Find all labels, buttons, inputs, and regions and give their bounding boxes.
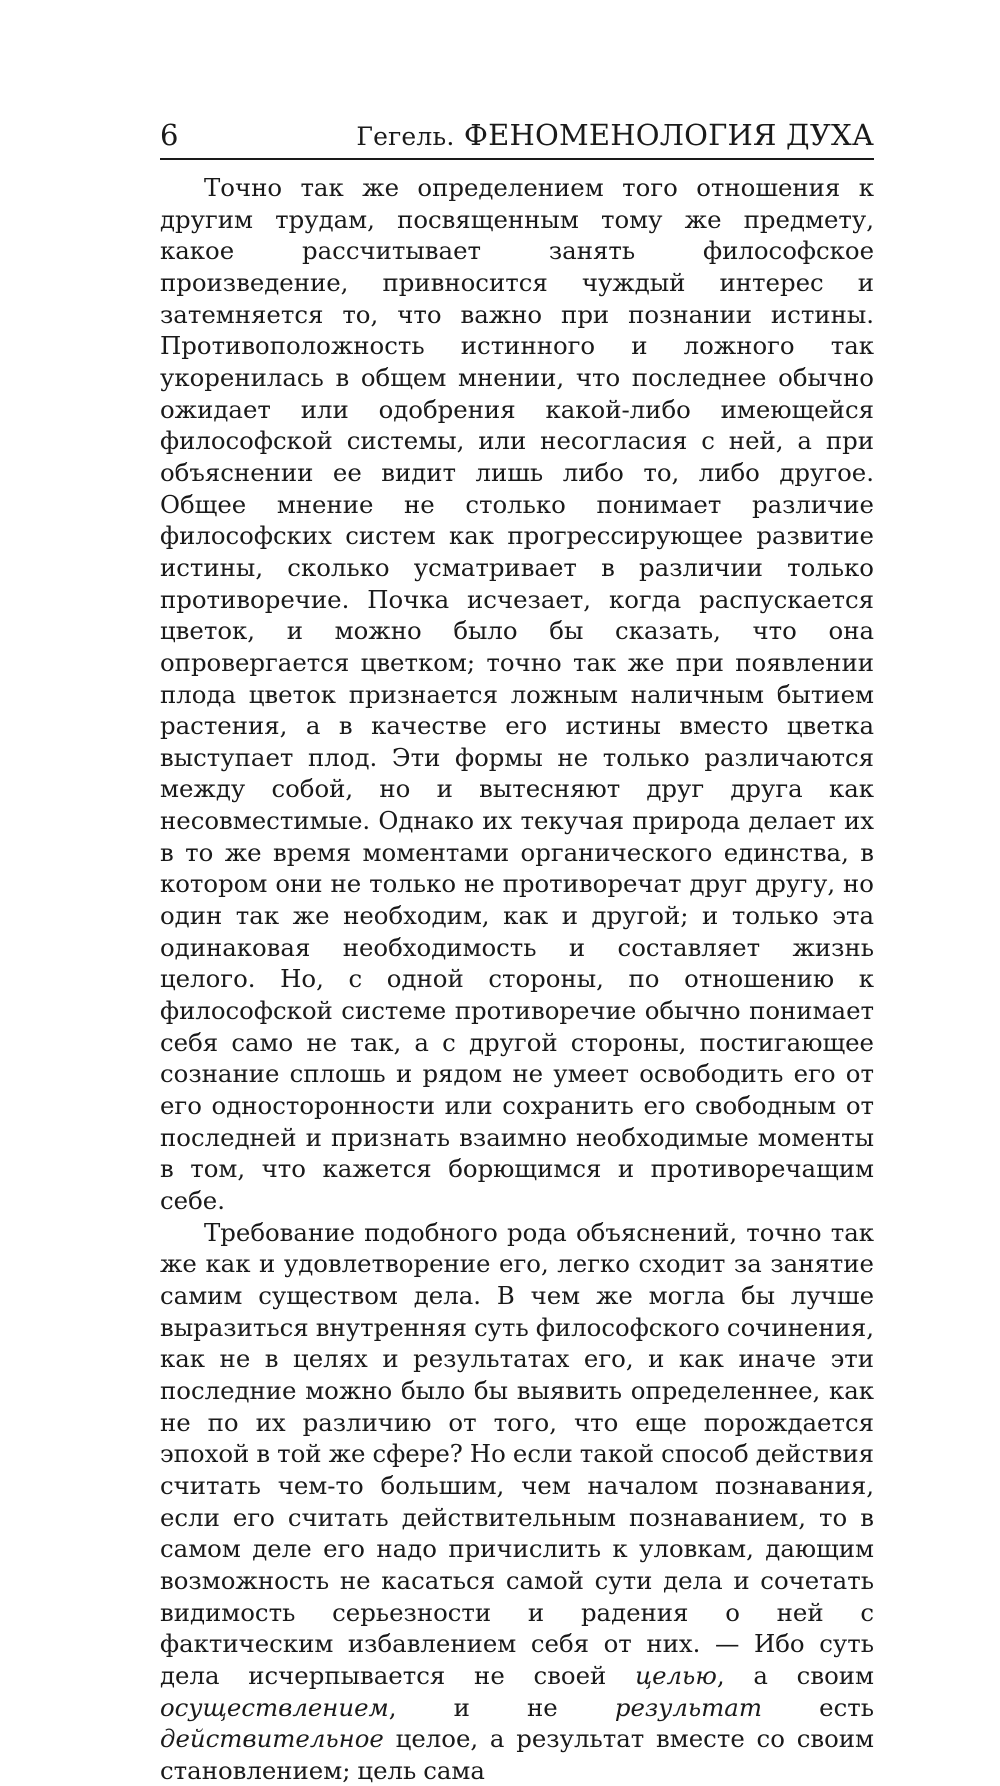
body-text [160, 172, 874, 1786]
running-title [356, 118, 874, 154]
page-number: 6 [160, 118, 179, 152]
header-book-title: ФЕНОМЕНОЛОГИЯ ДУХА [463, 118, 874, 152]
running-header [160, 112, 874, 160]
paragraph-2-part-4: есть [761, 1692, 874, 1722]
paragraph-2-part-1: Требование подобного рода объяснений, точно так же как и удовлетворение его, легко сходит за занятие самим существом дела. В чем же могла бы лучше выразиться внутренняя суть философского сочинения, как не в целях и результатах его, и как иначе эти последние можно было бы выявить определеннее, как не по их различию от того, что еще порождается эпохой в той же сфере? Но если такой способ действия считать чем-то большим, чем началом познавания, если его считать действительным познаванием, то в самом деле его надо причислить к уловкам, дающим возможность не касаться самой сути дела и сочетать видимость серьезности и радения о ней с фактическим избавлением себя от них. — Ибо суть дела исчерпывается не своей [160, 1217, 874, 1690]
emphasis-osushchestvleniem: осуществлением [160, 1692, 389, 1722]
paragraph-2-part-3: , и не [388, 1692, 615, 1722]
paragraph-1: Точно так же определением того отношения к другим трудам, посвященным тому же предмету, какое рассчитывает занять философское произведение, привносится чуждый интерес и затемняется то, что важно при познании истины. Противоположность истинного и ложного так укоренилась в общем мнении, что последнее обычно ожидает или одобрения какой-либо имеющейся философской системы, или несогласия с ней, а при объяснении ее видит лишь либо то, либо другое. Общее мнение не столько понимает различие философских систем как прогрессирующее развитие истины, сколько усматривает в различии только противоречие. Почка исчезает, когда распускается цветок, и можно было бы сказать, что она опровергается цветком; точно так же при появлении плода цветок признается ложным наличным бытием растения, а в качестве его истины вместо цветка выступает плод. Эти формы не только различаются между собой, но и вытесняют друг друга как несовместимые. Однако их текучая природа делает их в то же время моментами органического единства, в котором они не только не противоречат друг другу, но один так же необходим, как и другой; и только эта одинаковая необходимость и составляет жизнь целого. Но, с одной стороны, по отношению к философской системе противоречие обычно понимает себя само не так, а с другой стороны, постигающее сознание сплошь и рядом не умеет освободить его от его односторонности или сохранить его свободным от последней и признать взаимно необходимые моменты в том, что кажется борющимся и противоречащим себе. [160, 173, 874, 1215]
emphasis-rezultat: результат [614, 1692, 762, 1722]
emphasis-celyu: целью [635, 1660, 717, 1690]
emphasis-deystvitelnoe: действительное [160, 1724, 384, 1754]
paragraph-2-part-2: , а своим [716, 1660, 874, 1690]
paragraph-2-part-5: целое, а результат вместе со своим становлением; цель сама [160, 1724, 874, 1785]
header-author: Гегель. [356, 122, 455, 151]
paragraph-2 [160, 1217, 874, 1786]
